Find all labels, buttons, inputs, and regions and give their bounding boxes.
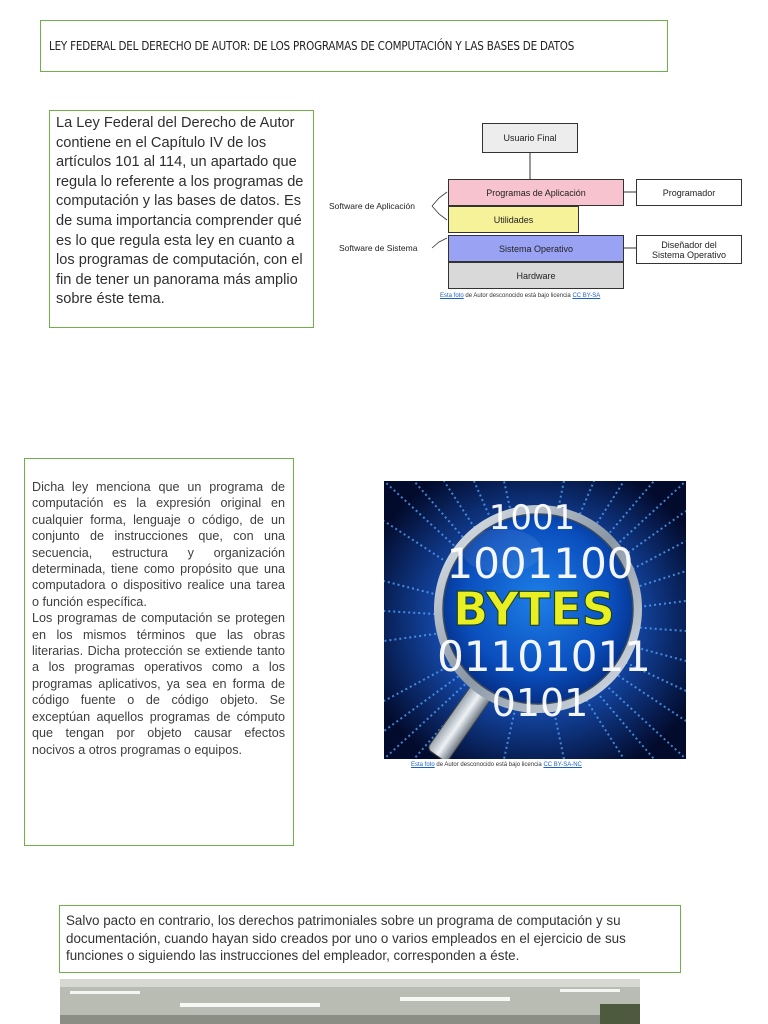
bytes-illustration — [384, 481, 686, 759]
bytes-magnifier-image — [384, 481, 686, 759]
sistema-operativo-box: Sistema Operativo — [448, 235, 624, 262]
caption-license-link[interactable]: CC BY-SA — [572, 293, 601, 299]
caption2-photo-link[interactable]: Esta foto — [411, 762, 435, 768]
salvo-box — [59, 905, 681, 973]
disenador-box — [636, 235, 742, 264]
disenador-line2: Sistema Operativo — [651, 249, 727, 260]
caption-text: de Autor desconocido está bajo licencia — [463, 293, 573, 299]
programas-aplicacion-box: Programas de Aplicación — [448, 179, 624, 206]
disenador-line1: Diseñador del — [661, 239, 717, 250]
bytes-row4: 0101 — [491, 681, 589, 725]
bytes-row3: 01101011 — [437, 632, 651, 681]
law-definition-text — [32, 479, 285, 758]
law-paragraph-2: Los programas de computación se protegen en los mismos términos que las obras literarias. Dicha protección se extiende tanto a los programas operativos como a los programas aplicativos, ya sea en forma de código fuente o de código objeto. Se exceptúan aquellos programas de cómputo que tengan por objeto causar efectos nocivos a otros programas o equipos. — [32, 611, 285, 757]
caption2-license-link[interactable]: CC BY-SA-NC — [543, 762, 582, 768]
law-definition-box — [24, 458, 294, 846]
software-layers-diagram — [325, 118, 745, 308]
intro-text: La Ley Federal del Derecho de Autor contiene en el Capítulo IV de los artículos 101 al 114, un apartado que regula lo referente a los programas de computación y las bases de datos. Es de suma importancia comprender qué es lo que regula esta ley en cuanto a los programas de computación, con el fin de tener un panorama más amplio sobre éste tema. — [56, 115, 304, 308]
computer-lab-photo — [60, 979, 640, 1024]
computer-lab-illustration — [60, 979, 640, 1024]
caption-photo-link[interactable]: Esta foto — [440, 293, 464, 299]
title-box — [40, 20, 668, 72]
intro-box — [49, 110, 314, 328]
law-paragraph-1: Dicha ley menciona que un programa de computación es la expresión original en cualquier forma, lenguaje o código, de un conjunto de instrucciones que, con una secuencia, estructura y organización determinada, tiene como propósito que una computadora o dispositivo realice una tarea o función específica. — [32, 480, 285, 609]
utilidades-box: Utilidades — [448, 206, 579, 233]
programador-box: Programador — [636, 179, 742, 206]
caption2-text: de Autor desconocido está bajo licencia — [434, 762, 544, 768]
software-aplicacion-label: Software de Aplicación — [329, 201, 415, 211]
page-title: LEY FEDERAL DEL DERECHO DE AUTOR: DE LOS PROGRAMAS DE COMPUTACIÓN Y LAS BASES DE DATOS — [49, 38, 575, 53]
usuario-final-box: Usuario Final — [482, 123, 578, 153]
bytes-row1: 1001 — [488, 498, 576, 538]
bytes-word: BYTES — [453, 582, 615, 636]
hardware-box: Hardware — [448, 262, 624, 289]
salvo-text: Salvo pacto en contrario, los derechos patrimoniales sobre un programa de computación y su documentación, cuando hayan sido creados por uno o varios empleados en el ejercicio de sus funciones o siguiendo las instrucciones del empleador, corresponden a éste. — [66, 913, 626, 964]
bytes-caption — [411, 762, 582, 768]
bytes-row2: 1001100 — [446, 539, 634, 588]
diagram-caption — [440, 293, 600, 299]
software-sistema-label: Software de Sistema — [339, 243, 418, 253]
